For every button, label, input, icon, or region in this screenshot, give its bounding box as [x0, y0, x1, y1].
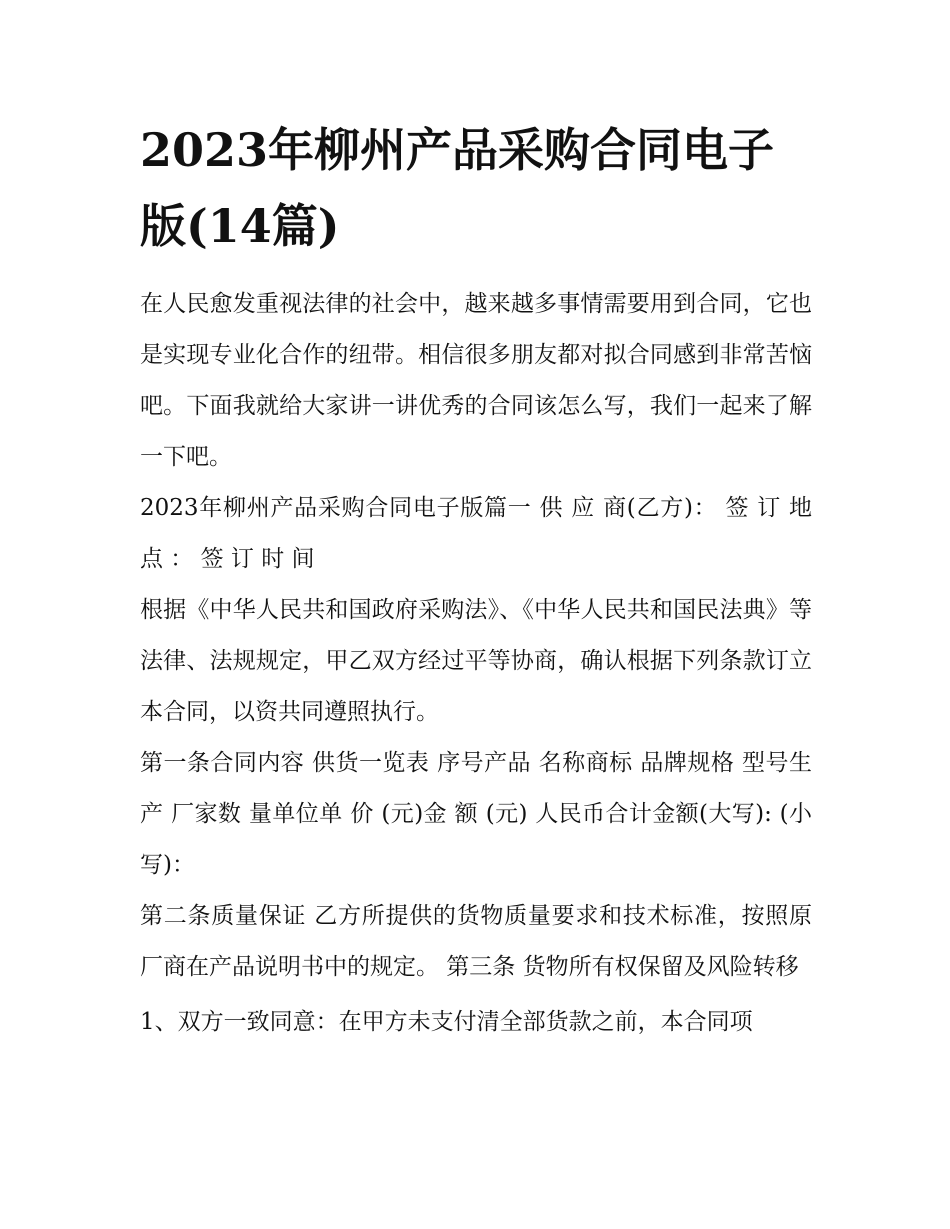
document-body — [140, 279, 812, 1048]
paragraph-intro: 在人民愈发重视法律的社会中，越来越多事情需要用到合同，它也是实现专业化合作的纽带。相信很多朋友都对拟合同感到非常苦恼吧。下面我就给大家讲一讲优秀的合同该怎么写，我们一起来了解一下吧。 — [140, 291, 812, 470]
document-title: 2023年柳州产品采购合同电子版(14篇) — [140, 123, 775, 253]
paragraph-clause-one: 1、双方一致同意：在甲方未支付清全部货款之前，本合同项 — [140, 1009, 753, 1035]
paragraph-legal-basis: 根据《中华人民共和国政府采购法》、《中华人民共和国民法典》等法律、法规规定，甲乙双方经过平等协商，确认根据下列条款订立本合同，以资共同遵照执行。 — [140, 597, 812, 725]
paragraph-contract-header: 2023年柳州产品采购合同电子版篇一 供 应 商(乙方)： 签 订 地 点 ： 签 订 时 间 — [140, 495, 812, 572]
paragraph-article-two: 第二条质量保证 乙方所提供的货物质量要求和技术标准，按照原厂商在产品说明书中的规定。 第三条 货物所有权保留及风险转移 — [140, 903, 812, 980]
paragraph-article-one: 第一条合同内容 供货一览表 序号产品 名称商标 品牌规格 型号生产 厂家数 量单位单 价 (元)金 额 (元) 人民币合计金额(大写): (小写)： — [140, 750, 812, 878]
